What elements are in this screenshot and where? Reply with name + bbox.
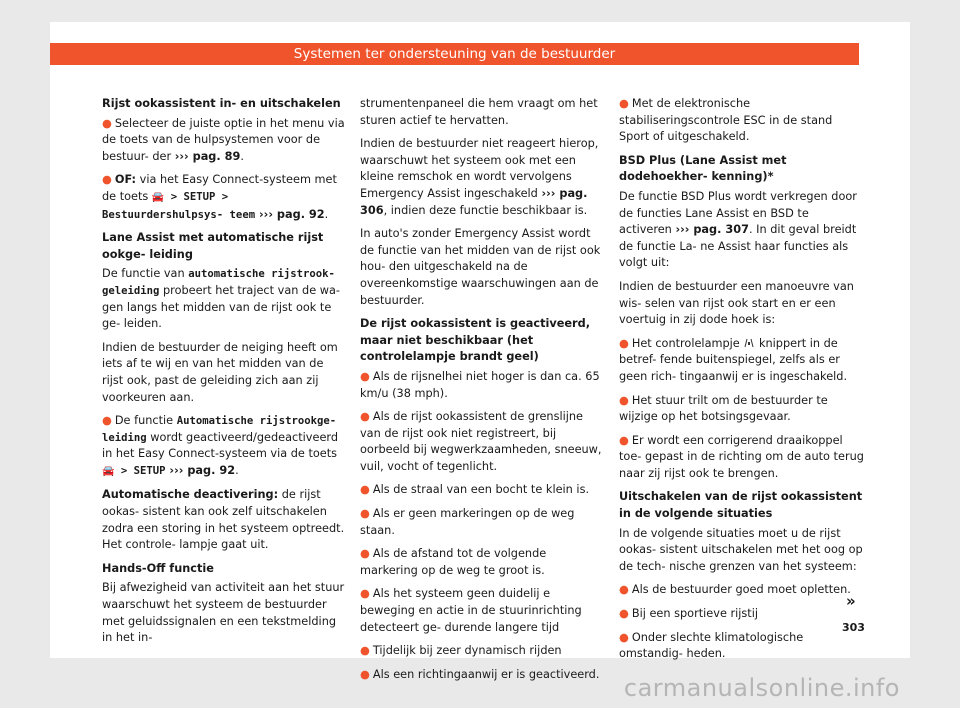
- bullet-torque: [619, 433, 865, 483]
- text: De functie BSD Plus wordt verkregen door de functies Lane Assist en BSD te activeren: [619, 189, 857, 237]
- list-item-text: Als er geen markeringen op de weg staan.: [360, 507, 575, 537]
- function-name: automatische rijstrook- geleiding: [102, 268, 335, 297]
- function-name: Automatische rijstrookge- leiding: [102, 415, 337, 444]
- text: Het stuur trilt om de bestuurder te wijzige op het botsingsgevaar.: [619, 393, 828, 424]
- list-item: [619, 606, 865, 623]
- list-item: [360, 506, 606, 539]
- punctuation: .: [240, 149, 244, 163]
- list-item: [619, 582, 865, 599]
- bullet-icon: ●: [360, 547, 370, 561]
- text: . In dit geval breidt de functie La- ne Assist haar functies als volgt uit:: [619, 223, 857, 270]
- heading-disable-situations: Uitschakelen van de rijst ookassistent in de volgende situaties: [619, 490, 863, 521]
- bullet-text: via het Easy Connect-systeem met de toets: [102, 173, 337, 203]
- bullet-icon: ●: [619, 583, 629, 597]
- continue-arrow: »: [846, 592, 856, 610]
- bullet-icon: ●: [360, 667, 370, 681]
- bullet-icon: ●: [360, 483, 370, 497]
- menu-path: > SETUP: [114, 464, 166, 477]
- page-reference-link[interactable]: ››› pag. 306: [360, 186, 588, 217]
- bullet-esc: [619, 96, 865, 146]
- list-item: [360, 369, 606, 402]
- list-item: [360, 586, 606, 636]
- car-icon: 🚘: [102, 465, 115, 477]
- paragraph-driver-tendency: Indien de bestuurder de neiging heeft om iets af te wij en van het midden van de rijst ook, past de geleiding zich aan zij voorkeuren aan.: [102, 340, 338, 404]
- column-3: [619, 96, 865, 670]
- paragraph-manoeuvre: Indien de bestuurder een manoeuvre van wis- selen van rijst ook start en er een voertuig in zij dode hoek is:: [619, 279, 854, 327]
- bullet-text: Selecteer de juiste optie in het menu via de toets van de hulpsystemen voor de bestuur- der: [102, 116, 345, 163]
- list-item-text: Als de rijst ookassistent de grenslijne van de rijst ook niet registreert, bij oorbeeld bij wegwerkzaamheden, sneeuw, vuil, vocht of tegenlicht.: [360, 410, 602, 473]
- heading-bsd-plus: BSD Plus (Lane Assist met dodehoekher- kenning)*: [619, 153, 787, 184]
- bullet-icon: ●: [619, 630, 629, 644]
- paragraph-bsd: [619, 189, 865, 272]
- paragraph-no-emergency: In auto's zonder Emergency Assist wordt de functie van het midden van de rijst ook hou- den uitgeschakeld na de overeenkomstige waarschuwingen aan de bestuurder.: [360, 227, 601, 307]
- page-reference-link[interactable]: ››› pag. 307: [675, 223, 749, 237]
- text: , indien deze functie beschikbaar is.: [383, 203, 588, 217]
- column-1: [102, 96, 348, 654]
- bullet-steering-vibrate: [619, 393, 865, 426]
- bullet-icon: ●: [619, 336, 629, 350]
- paragraph-disable: In de volgende situaties moet u de rijst ookas- sistent uitschakelen met het oog op de tech- nische grenzen van het systeem:: [619, 526, 863, 573]
- text: Met de elektronische stabiliseringscontrole ESC in de stand Sport of uitgeschakeld.: [619, 97, 833, 144]
- label: Automatische deactivering:: [102, 488, 279, 502]
- condition-list: [360, 369, 606, 684]
- bullet-easy-connect: [102, 172, 348, 223]
- list-item-text: Als de straal van een bocht te klein is.: [372, 483, 590, 497]
- list-item-text: Als de rijsnelhei niet hoger is dan ca. 65 km/u (38 mph).: [360, 369, 600, 400]
- list-item-text: Als een richtingaanwij er is geactiveerd.: [372, 667, 600, 681]
- bullet-icon: ●: [619, 433, 629, 447]
- paragraph-hands-off: Bij afwezigheid van activiteit aan het stuur waarschuwt het systeem de bestuurder met geluidssignalen en een tekstmelding in het in-: [102, 581, 345, 645]
- paragraph-emergency: [360, 136, 606, 219]
- bullet-icon: ●: [102, 414, 112, 428]
- paragraph-auto-deactivation: [102, 487, 348, 553]
- bullet-select-option: [102, 116, 348, 166]
- text: wordt geactiveerd/gedeactiveerd in het Easy Connect-systeem via de toets: [102, 430, 339, 461]
- list-item-text: Als de afstand tot de volgende markering op de weg te groot is.: [360, 547, 547, 577]
- heading-lane-assist-auto: Lane Assist met automatische rijst ookge- leiding: [102, 231, 324, 261]
- watermark: carmanualsonline.info: [623, 674, 900, 702]
- bullet-icon: ●: [619, 393, 629, 407]
- bullet-icon: ●: [102, 116, 112, 130]
- bullet-icon: ●: [360, 507, 370, 521]
- text: Het controlelampje: [631, 336, 744, 350]
- column-2: [360, 96, 606, 690]
- situation-list: [619, 582, 865, 662]
- text: de rijst ookas- sistent kan ook zelf uitschakelen zodra een storing in het systeem optreedt. Het controle- lampje gaat uit.: [102, 488, 345, 552]
- punctuation: .: [324, 207, 329, 221]
- punctuation: .: [235, 463, 239, 477]
- list-item-text: Als de bestuurder goed moet opletten.: [631, 583, 851, 597]
- text: De functie: [114, 414, 177, 428]
- list-item: [619, 630, 865, 663]
- bullet-warning-lamp: [619, 336, 865, 386]
- list-item: [360, 546, 606, 579]
- bullet-icon: ●: [360, 410, 370, 424]
- paragraph-continue: strumentenpaneel die hem vraagt om het sturen actief te hervatten.: [360, 97, 598, 127]
- bullet-icon: ●: [360, 644, 370, 658]
- page-reference-link[interactable]: ››› pag. 92: [165, 463, 236, 477]
- page-reference-link[interactable]: ››› pag. 89: [174, 149, 241, 163]
- bullet-icon: ●: [619, 607, 629, 621]
- list-item-text: Tijdelijk bij zeer dynamisch rijden: [372, 644, 562, 658]
- menu-path: > SETUP > Bestuurdershulpsys- teem: [102, 190, 256, 221]
- bullet-icon: ●: [360, 369, 370, 383]
- list-item: [360, 643, 606, 660]
- bullet-function-toggle: [102, 413, 348, 480]
- text: De functie van: [102, 267, 189, 281]
- list-item-text: Onder slechte klimatologische omstandig- heden.: [619, 630, 804, 661]
- list-item: [360, 409, 606, 475]
- or-label: OF:: [114, 173, 137, 187]
- page-reference-link[interactable]: ››› pag. 92: [255, 207, 325, 221]
- bullet-icon: ●: [102, 173, 112, 187]
- text: Er wordt een corrigerend draaikoppel toe- gepast in de richting om de auto terug naar zij rijst ook te brengen.: [619, 433, 864, 480]
- car-icon: 🚘: [151, 191, 165, 203]
- lane-warning-icon: [743, 338, 755, 348]
- text: knippert in de betref- fende buitenspiegel, zelfs als er geen rich- tingaanwij er is ingeschakeld.: [619, 336, 848, 383]
- text: Indien de bestuurder niet reageert hierop, waarschuwt het systeem ook met een kleine remschok en wordt vervolgens Emergency Assist ingeschakeld: [360, 137, 599, 200]
- paragraph-function: [102, 266, 348, 332]
- list-item-text: Als het systeem geen duidelij e beweging en actie in de stuurinrichting detecteert ge- durende langere tijd: [360, 587, 582, 634]
- list-item-text: Bij een sportieve rijstij: [631, 607, 759, 621]
- heading-not-available: De rijst ookassistent is geactiveerd, maar niet beschikbaar (het controlelampje brandt geel): [360, 317, 590, 364]
- text: probeert het traject van de wa- gen langs het midden van de rijst ook te ge- leiden.: [102, 283, 340, 331]
- heading-lane-assist-toggle: Rijst ookassistent in- en uitschakelen: [102, 97, 341, 110]
- bullet-icon: ●: [619, 97, 629, 110]
- bullet-icon: ●: [360, 587, 370, 601]
- heading-hands-off: Hands-Off functie: [102, 561, 214, 575]
- page-header: Systemen ter ondersteuning van de bestuurder: [50, 43, 859, 65]
- page-number: 303: [842, 621, 865, 634]
- list-item: [360, 482, 606, 499]
